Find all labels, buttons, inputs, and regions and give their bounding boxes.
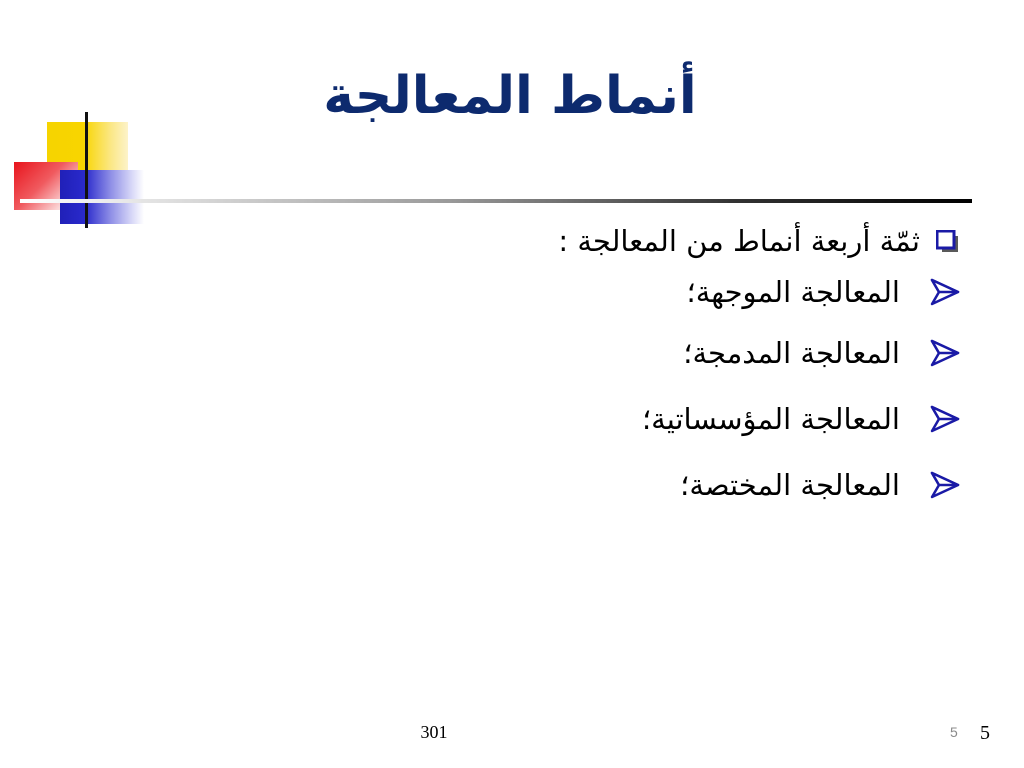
arrowhead-bullet-icon (930, 277, 960, 307)
processing-types-list (400, 264, 960, 518)
hollow-square-bullet-icon (936, 230, 958, 252)
slide-body (400, 218, 960, 518)
list-item (400, 452, 960, 518)
list-item-label: المعالجة المؤسساتية؛ (641, 402, 900, 436)
logo-vertical-line (85, 112, 88, 228)
list-item-label: المعالجة الموجهة؛ (686, 275, 900, 309)
list-item-label: المعالجة المدمجة؛ (683, 336, 900, 370)
list-item-label: المعالجة المختصة؛ (680, 468, 900, 502)
footer-text: 301 (420, 722, 448, 742)
list-item (400, 264, 960, 320)
slide-number: 5 (980, 722, 990, 744)
list-item (400, 386, 960, 452)
intro-bullet (400, 218, 960, 264)
slide-number-placeholder: 5 (950, 724, 958, 740)
arrowhead-bullet-icon (930, 404, 960, 434)
logo-blue-square (60, 170, 144, 224)
arrowhead-bullet-icon (930, 338, 960, 368)
list-item (400, 320, 960, 386)
arrowhead-bullet-icon (930, 470, 960, 500)
intro-text: ثمّة أربعة أنماط من المعالجة : (558, 224, 920, 258)
slide-title: أنماط المعالجة (323, 66, 697, 126)
title-divider-line (20, 199, 972, 203)
